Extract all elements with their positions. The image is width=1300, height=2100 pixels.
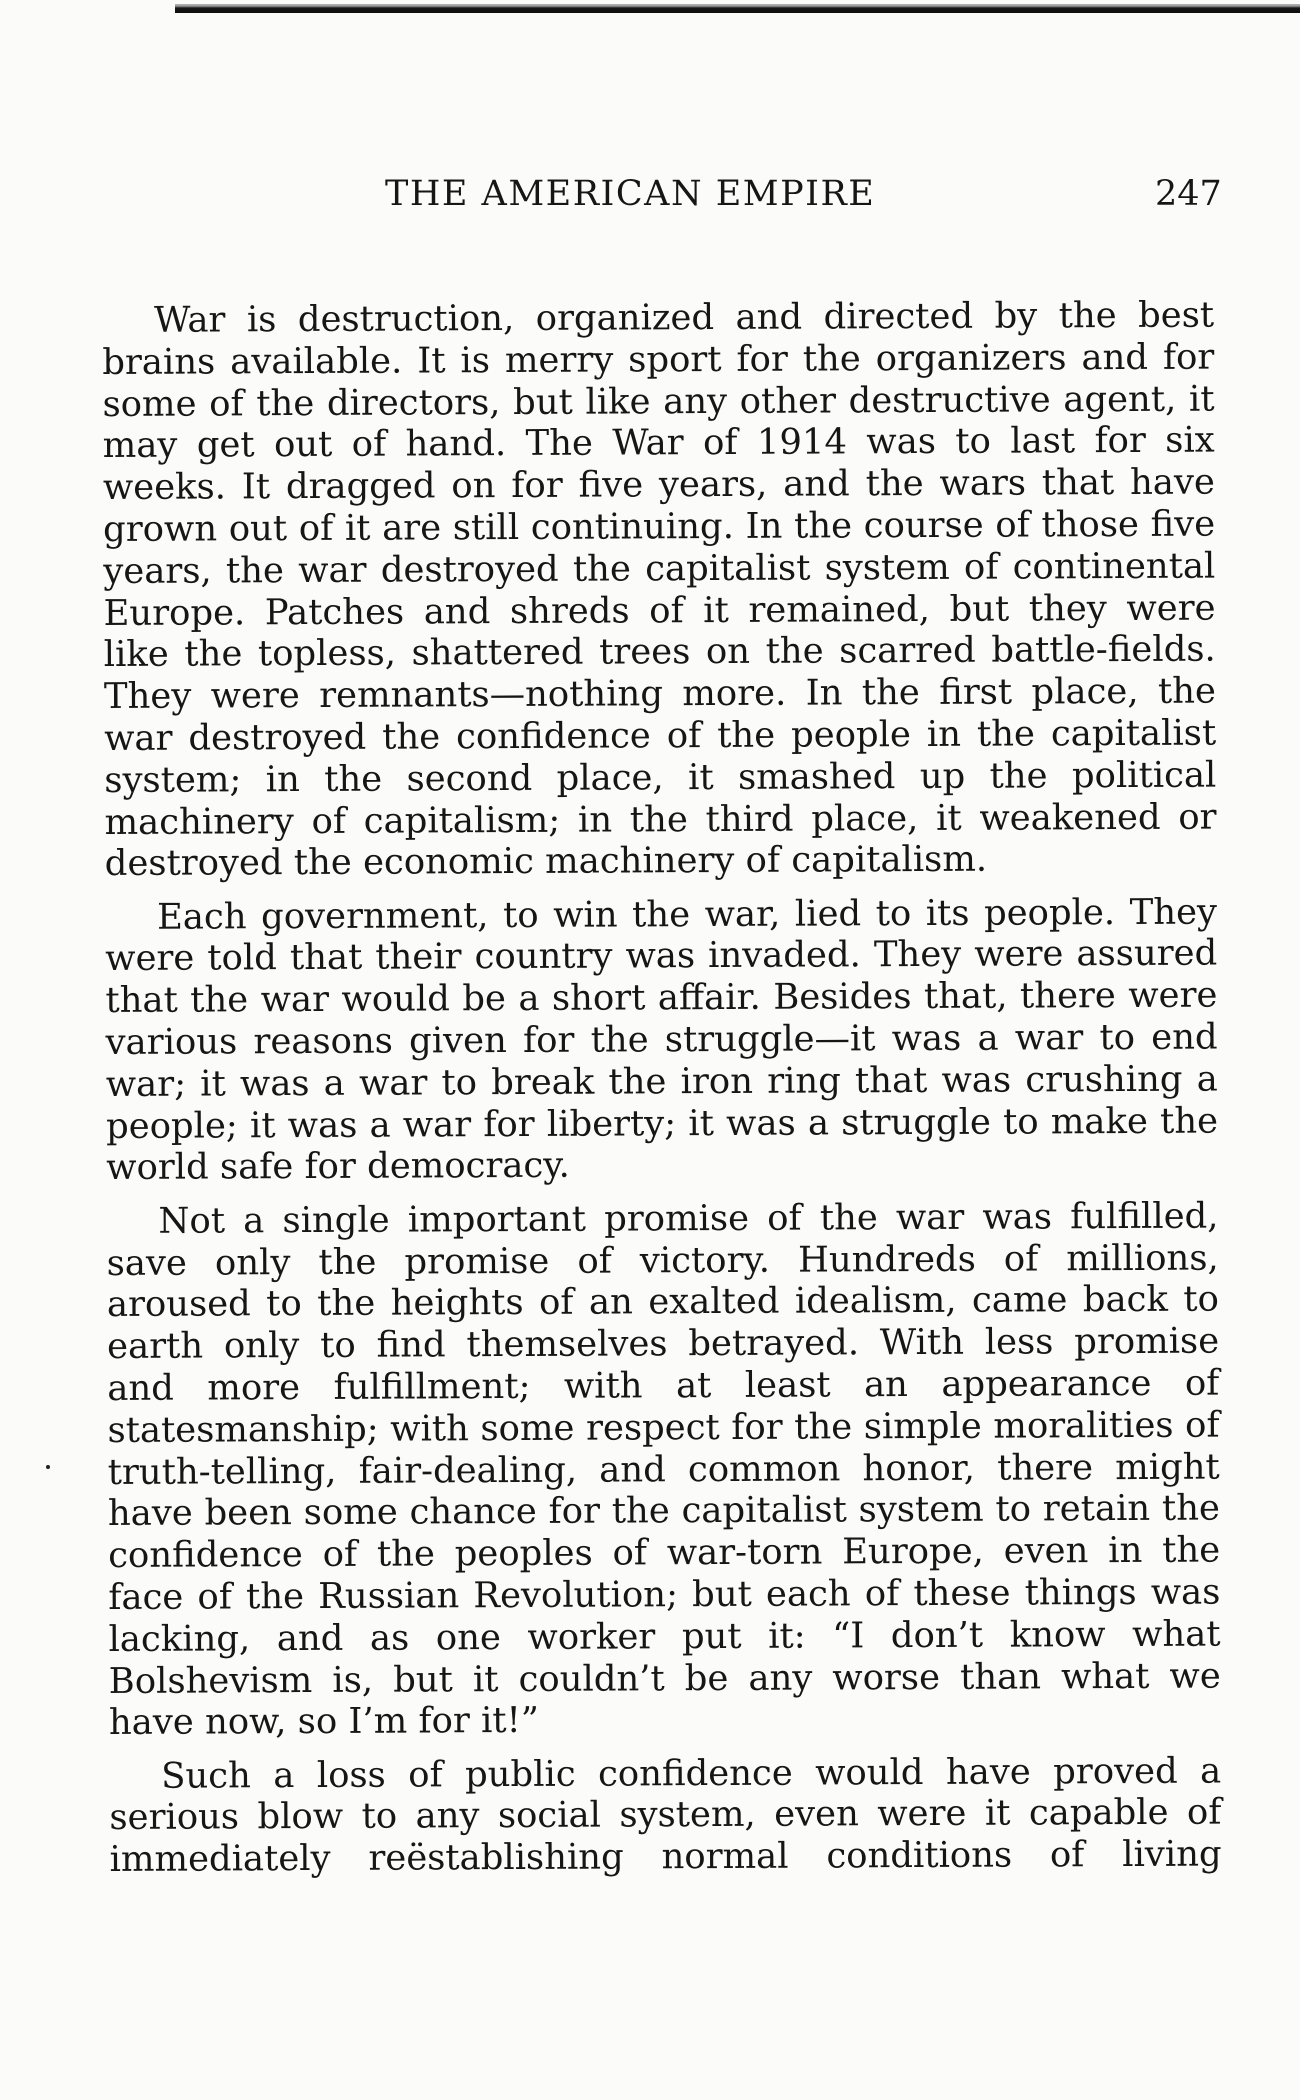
running-head xyxy=(0,170,1300,220)
ink-speck xyxy=(46,1465,50,1469)
paragraph-4: Such a loss of public confidence would have proved a serious blow to any social system, even were it capable of immediately reëstablishing normal conditions of living xyxy=(109,1750,1222,1881)
paragraph-1: War is destruction, organized and directed by the best brains available. It is merry sport for the organizers and for some of the directors, but like any other destructive agent, it may get out of hand. The War of 1914 was to last for six weeks. It dragged on for five years, and the wars that have grown out of it are still continuing. In the course of those five years, the war destroyed the capitalist system of continental Europe. Patches and shreds of it remained, but they were like the topless, shattered trees on the scarred battle-fields. They were remnants—nothing more. In the first place, the war destroyed the confidence of the people in the capitalist system; in the second place, it smashed up the political machinery of capitalism; in the third place, it weakened or destroyed the economic machinery of capitalism. xyxy=(102,294,1217,885)
top-rule xyxy=(175,4,1300,13)
running-title: THE AMERICAN EMPIRE xyxy=(385,174,876,214)
paragraph-3: Not a single important promise of the war was fulfilled, save only the promise of victory. Hundreds of millions, aroused to the heights of an exalted idealism, came back to earth only to find themselves betrayed. With less promise and more fulfillment; with at least an appearance of statesmanship; with some respect for the simple moralities of truth-telling, fair-dealing, and common honor, there might have been some chance for the capitalist system to retain the confidence of the peoples of war-torn Europe, even in the face of the Russian Revolution; but each of these things was lacking, and as one worker put it: “I don’t know what Bolshevism is, but it couldn’t be any worse than what we have now, so I’m for it!” xyxy=(106,1195,1221,1744)
body-text xyxy=(102,295,1222,1881)
paragraph-2: Each government, to win the war, lied to its people. They were told that their country was invaded. They were assured that the war would be a short affair. Besides that, there were various reasons given for the struggle—it was a war to end war; it was a war to break the iron ring that was crushing a people; it was a war for liberty; it was a struggle to make the world safe for democracy. xyxy=(105,891,1219,1189)
page-number: 247 xyxy=(1155,174,1222,214)
